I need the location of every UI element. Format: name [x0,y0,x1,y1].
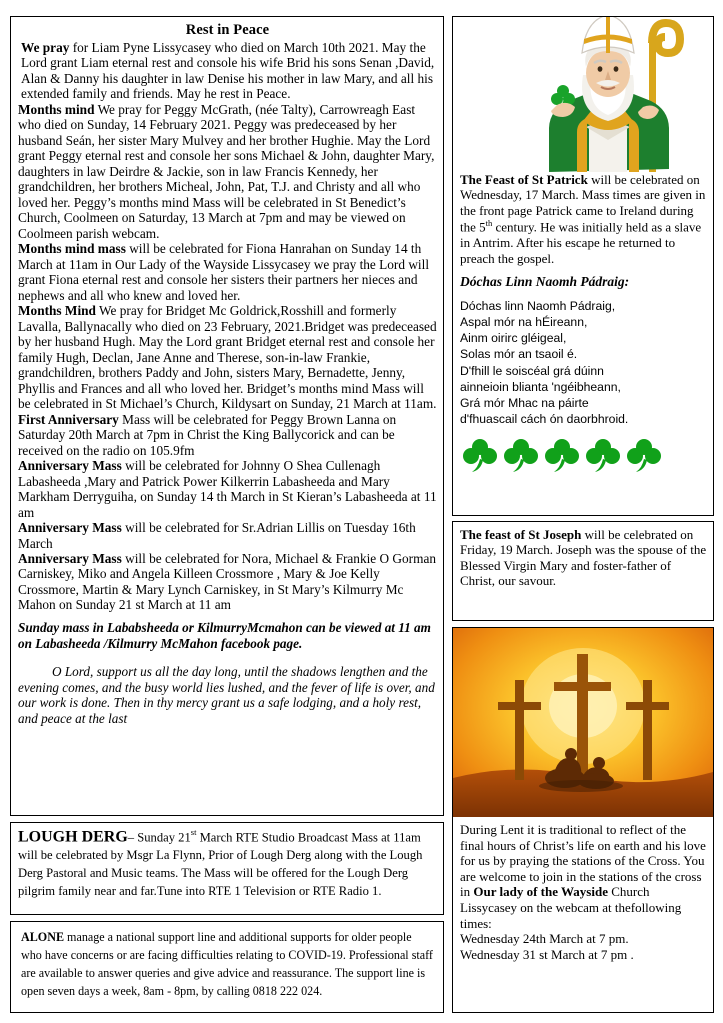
notice-body: will be celebrated for Sr.Adrian Lillis on Tuesday 16th March [18,520,416,551]
st-patrick-century-ordinal: th [485,218,493,229]
lent-time: Wednesday 24th March at 7 pm. [460,931,629,947]
st-patrick-icon [453,17,713,172]
lent-body-1: During Lent it is traditional to reflect of the final hours of Christ’s life on earth and his love for us by praying the stations of the Cross. You are welcome to join in the stations of the cross in [460,822,706,900]
notice-lead: We pray [21,40,70,55]
shamrock-icon [504,437,538,473]
webcam-notice: Sunday mass in Lababsheeda or KilmurryMcmahon can be viewed at 11 am on Labasheeda /Kilmurry McMahon facebook page. [18,619,431,651]
dochas-line: Grá mór Mhac na páirte [460,395,589,410]
dochas-line: D'fhill le soiscéal grá dúinn [460,363,604,378]
lent-body-2: Church Lissycasey on the webcam at thefollowing times: [460,884,682,931]
lent-stations-panel [452,627,714,1013]
lent-time: Wednesday 31 st March at 7 pm . [460,946,634,962]
shamrock-row [453,437,713,473]
notice-body: We pray for Peggy McGrath, (née Talty), Carrowreagh East who died on Sunday, 14 February 2021. Peggy was predeceased by her husband Seán, her sister Mary Mulvey and her brother Hughie. May the Lord grant Peggy eternal rest and console her sons Michael & John, daughter Mary, daughters in law Deirdre & Jackie, son in law Francis Kennedy, her grandchildren, her brothers Micheal, John, Pat, T.J. and Christy and all who loved her. Peggy’s months mind Mass will be celebrated in St Benedict’s Church, Coolmeen on Saturday, 13 March at 7pm and may be viewed on Coolmeen parish webcam. [18,101,435,241]
notice-body: will be celebrated for Johnny O Shea Cullenagh Labasheeda ,Mary and Patrick Power Kilkerrin Labasheeda and Mary Markham Derryguiha, on Sunday 14 th March in St Kieran’s Labasheeda at 11 am [18,458,437,520]
calvary-illustration [453,628,713,817]
dochas-heading: Dóchas Linn Naomh Pádraig: [460,274,630,290]
alone-lead-bold: ALONE [21,930,65,944]
shamrock-icon [627,437,661,473]
shamrock-icon [463,437,497,473]
lent-text [453,817,713,962]
dochas-verse [453,298,713,427]
st-patrick-body-1: will be celebrated on Wednesday, 17 March. Mass times are given in the front page Patrick came to Ireland during the [460,172,706,235]
lough-derg-body: March RTE Studio Broadcast Mass at 11am will be celebrated by Msgr La Flynn, Prior of Lough Derg along with the Lough Derg Pastoral and Music teams. The Mass will be offered for the Lough Derg pilgrim family near and far.Tune into RTE 1 Television or RTE Radio 1. [18,830,423,899]
st-joseph-heading: The feast of St Joseph [460,527,582,542]
notice-paragraph [18,412,437,458]
notice-lead: Anniversary Mass [18,520,122,536]
notice-body: will be celebrated for Fiona Hanrahan on Sunday 14 th March at 11am in Our Lady of the Wayside Lissycasey we pray the Lord will grant Fiona eternal rest and console her sisters their partners her nieces and nephews and all who knew and loved her. [18,241,430,303]
st-joseph-text [460,527,707,589]
notice-lead: Months mind mass [18,241,126,257]
obituary-notices-panel [10,16,444,816]
notice-paragraph [18,458,437,520]
st-patrick-body-2: century. He was initially held as a slave in Antrim. After his escape he returned to preach the gospel. [460,219,702,266]
notice-body: We pray for Bridget Mc Goldrick,Rosshill and formerly Lavalla, Ballynacally who died on 23 February, 2021.Bridget was predeceased by her husband Hugh. May the Lord grant Bridget eternal rest and console her family Hugh, Declan, Jane Anne and Therese, son-in-law Frankie, grandchildren, brothers Paddy and John, sisters Mary, Bernadette, Jenny, Phyllis and Frances and all who loved her. Bridget’s months mind Mass will be celebrated in St Michael’s Church, Kildysart on Sunday, 21 March at 11am. [18,303,437,412]
page-title: Rest in Peace [185,22,270,38]
dochas-line: Ainm oirirc gléigeal, [460,331,567,346]
notice-lead: Months mind [18,101,95,117]
lent-church-name: Our lady of the Wayside [473,884,608,900]
notice-body: Mass will be celebrated for Peggy Brown Lanna on Saturday 20th March at 7pm in Christ the King Ballycorick and can be received on the radio on 105.9fm [18,411,397,458]
st-patrick-illustration [453,17,713,172]
st-patrick-heading: The Feast of St Patrick [460,172,588,187]
notice-lead: First Anniversary [18,411,119,427]
notice-paragraph [18,303,437,411]
dochas-line: Dóchas linn Naomh Pádraig, [460,299,616,314]
st-patrick-panel [452,16,714,516]
notice-lead: Anniversary Mass [18,458,122,474]
prayer-body: O Lord, support us all the day long, until the shadows lengthen and the evening comes, and the busy world lies lushed, and the fever of life is over, and our work is done. Then in thy mercy grant us a safe lodging, and a holy rest, and peace at the last [18,664,435,726]
notice-body: will be celebrated for Nora, Michael & Frankie O Gorman Carniskey, Miko and Angela Killeen Crossmore , Mary & Joe Kelly Crossmore, Martin & Mary Lynch Carniskey, in St Mary’s Kilmurry Mc Mahon on Sunday 21 st March at 11 am [18,550,437,613]
notice-lead: Anniversary Mass [18,550,122,566]
notice-body: for Liam Pyne Lissycasey who died on March 10th 2021. May the Lord grant Liam eternal rest and console his wife Brid his sons Senan ,David, Alan & Danny his daughter in law Denise his mother in law Mary, and all his extended family and friends. May he rest in Peace. [21,40,435,102]
st-joseph-panel [452,521,714,621]
alone-lead [21,930,64,944]
notice-paragraph [18,551,437,613]
st-patrick-century: 5 [479,219,486,235]
dochas-line: ainneioin blianta 'ngéibheann, [460,379,621,394]
notice-paragraph [18,102,437,241]
dochas-line: Aspal mór na hÉireann, [460,315,588,330]
prayer-text [18,664,437,726]
dochas-line: Solas mór an tsaoil é. [460,347,578,362]
lough-derg-body-pre: – Sunday 21 [127,830,191,845]
st-joseph-body: will be celebrated on Friday, 19 March. Joseph was the spouse of the Blessed Virgin Mary and foster-father of Christ, our savour. [460,527,707,589]
lough-derg-ordinal: st [190,827,197,837]
three-crosses-icon [453,628,713,817]
notice-paragraph [18,40,437,102]
notice-lead: Months Mind [18,303,96,319]
shamrock-icon [545,437,579,473]
notice-paragraph [18,241,437,303]
st-patrick-text [453,172,713,266]
lough-derg-heading: LOUGH DERG [18,828,128,846]
alone-support-panel [10,921,444,1013]
alone-body: manage a national support line and additional supports for older people who have concerns or are facing difficulties relating to COVID-19. Professional staff are available to answer queries and give advice and reassurance. The support line is open seven days a week, 8am - 8pm, by calling 0818 222 024. [21,930,433,998]
dochas-line: d'fhuascail cách ón daorbhroid. [460,411,629,426]
notice-paragraph [18,520,437,551]
shamrock-icon [586,437,620,473]
lough-derg-panel [10,822,444,915]
